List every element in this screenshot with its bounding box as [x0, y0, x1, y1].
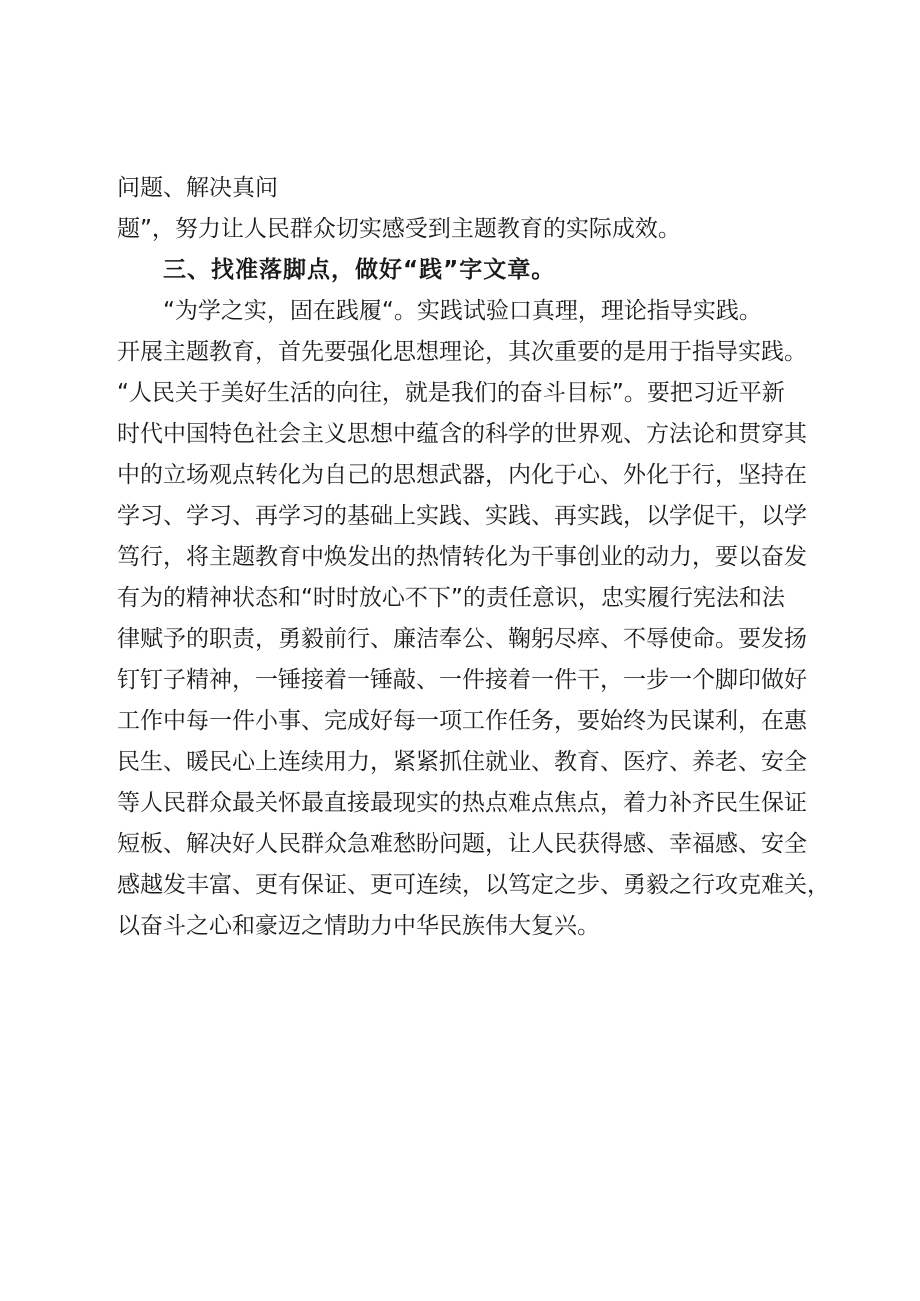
body-text	[117, 168, 829, 947]
text-line: 学习、学习、再学习的基础上实践、实践、再实践，以学促干，以学	[117, 503, 807, 529]
text-line: 问题、解决真问	[117, 175, 278, 201]
text-line: 时代中国特色社会主义思想中蕴含的科学的世界观、方法论和贯穿其	[117, 421, 807, 447]
text-line: 短板、解决好人民群众急难愁盼问题，让人民获得感、幸福感、安全	[117, 831, 807, 857]
text-line: 感越发丰富、更有保证、更可连续，以笃定之步、勇毅之行攻克难关，	[117, 872, 830, 898]
text-line: 民生、暖民心上连续用力，紧紧抓住就业、教育、医疗、养老、安全	[117, 749, 807, 775]
text-line: 笃行，将主题教育中焕发出的热情转化为干事创业的动力，要以奋发	[117, 544, 807, 570]
text-line: 以奋斗之心和豪迈之情助力中华民族伟大复兴。	[117, 913, 600, 939]
text-line: 题”，努力让人民群众切实感受到主题教育的实际成效。	[117, 216, 681, 242]
text-line: 开展主题教育，首先要强化思想理论，其次重要的是用于指导实践。	[117, 339, 807, 365]
text-line: 律赋予的职责，勇毅前行、廉洁奉公、鞠躬尽瘁、不辱使命。要发扬	[117, 626, 807, 652]
text-line: 钉钉子精神，一锤接着一锤敲、一件接着一件干，一步一个脚印做好	[117, 667, 807, 693]
text-line: “人民关于美好生活的向往，就是我们的奋斗目标”。要把习近平新	[117, 380, 785, 406]
text-line: 有为的精神状态和“时时放心不下”的责任意识，忠实履行宪法和法	[117, 585, 785, 611]
text-line: 工作中每一件小事、完成好每一项工作任务，要始终为民谋利，在惠	[117, 708, 807, 734]
paragraph-first-line: “为学之实，固在践履“。实践试验口真理，理论指导实践。	[163, 298, 762, 324]
section-heading: 三、找准落脚点，做好“践”字文章。	[163, 257, 556, 283]
text-line: 等人民群众最关怀最直接最现实的热点难点焦点，着力补齐民生保证	[117, 790, 807, 816]
text-line: 中的立场观点转化为自己的思想武器，内化于心、外化于行，坚持在	[117, 462, 807, 488]
